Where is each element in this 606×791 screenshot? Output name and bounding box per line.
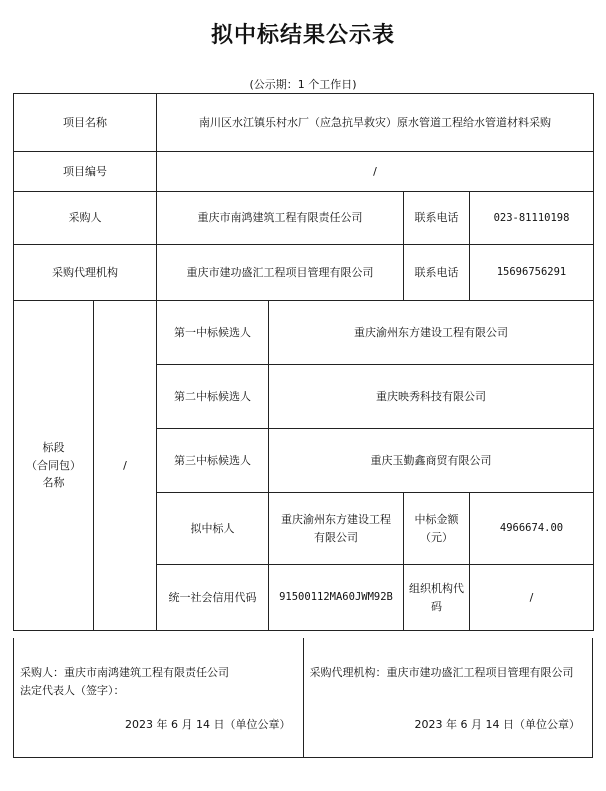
row-project-number xyxy=(14,152,594,192)
candidate-2-value: 重庆映秀科技有限公司 xyxy=(269,365,594,429)
lot-label-line: （合同包） xyxy=(26,458,81,472)
agency-phone-label: 联系电话 xyxy=(404,245,470,301)
org-code-value: / xyxy=(470,565,594,631)
org-code-label: 组织机构代码 xyxy=(404,565,470,631)
buyer-signature-block xyxy=(14,638,304,757)
candidate-1-label: 第一中标候选人 xyxy=(157,301,269,365)
lot-label-line: 标段 xyxy=(42,441,65,455)
buyer-sign-date: 2023 年 6 月 14 日（单位公章） xyxy=(125,718,291,731)
candidate-3-value: 重庆玉勤鑫商贸有限公司 xyxy=(269,429,594,493)
lot-label-line: 名称 xyxy=(42,476,65,490)
candidate-2-label: 第二中标候选人 xyxy=(157,365,269,429)
winner-name xyxy=(269,493,404,565)
row-candidate-1 xyxy=(14,301,594,365)
buyer-phone-label: 联系电话 xyxy=(404,192,470,245)
winner-name-line: 有限公司 xyxy=(314,530,358,544)
winner-name-line: 重庆渝州东方建设工程 xyxy=(281,512,391,526)
credit-code-value: 91500112MA60JWM92B xyxy=(269,565,404,631)
lot-label xyxy=(14,301,94,631)
amount-label-line: 中标金额 xyxy=(414,512,459,526)
row-project-name xyxy=(14,94,594,152)
page-title: 拟中标结果公示表 xyxy=(210,23,395,48)
agency-signature-block xyxy=(304,638,593,757)
credit-code-label: 统一社会信用代码 xyxy=(157,565,269,631)
result-table xyxy=(13,93,594,631)
row-agency xyxy=(14,245,594,301)
amount-label xyxy=(404,493,470,565)
amount-value: 4966674.00 xyxy=(470,493,594,565)
project-number-value: / xyxy=(157,152,594,192)
lot-value: / xyxy=(94,301,157,631)
amount-label-line: （元） xyxy=(420,530,453,544)
legal-rep-line: 法定代表人（签字）： xyxy=(20,684,125,697)
signature-section xyxy=(13,638,593,758)
buyer-phone-value: 023-81110198 xyxy=(470,192,594,245)
project-name-label: 项目名称 xyxy=(14,94,157,152)
buyer-signature-line: 采购人：重庆市南鸿建筑工程有限责任公司 xyxy=(20,666,229,679)
winner-label: 拟中标人 xyxy=(157,493,269,565)
buyer-label: 采购人 xyxy=(14,192,157,245)
candidate-1-value: 重庆渝州东方建设工程有限公司 xyxy=(269,301,594,365)
row-buyer xyxy=(14,192,594,245)
agency-label: 采购代理机构 xyxy=(14,245,157,301)
agency-signature-line: 采购代理机构：重庆市建功盛汇工程项目管理有限公司 xyxy=(309,666,574,679)
publicity-period: (公示期：1 个工作日) xyxy=(249,78,357,91)
agency-sign-date: 2023 年 6 月 14 日（单位公章） xyxy=(414,718,580,731)
project-name-value: 南川区水江镇乐村水厂（应急抗旱救灾）原水管道工程给水管道材料采购 xyxy=(157,94,594,152)
agency-value: 重庆市建功盛汇工程项目管理有限公司 xyxy=(157,245,404,301)
project-number-label: 项目编号 xyxy=(14,152,157,192)
candidate-3-label: 第三中标候选人 xyxy=(157,429,269,493)
agency-phone-value: 15696756291 xyxy=(470,245,594,301)
buyer-value: 重庆市南鸿建筑工程有限责任公司 xyxy=(157,192,404,245)
